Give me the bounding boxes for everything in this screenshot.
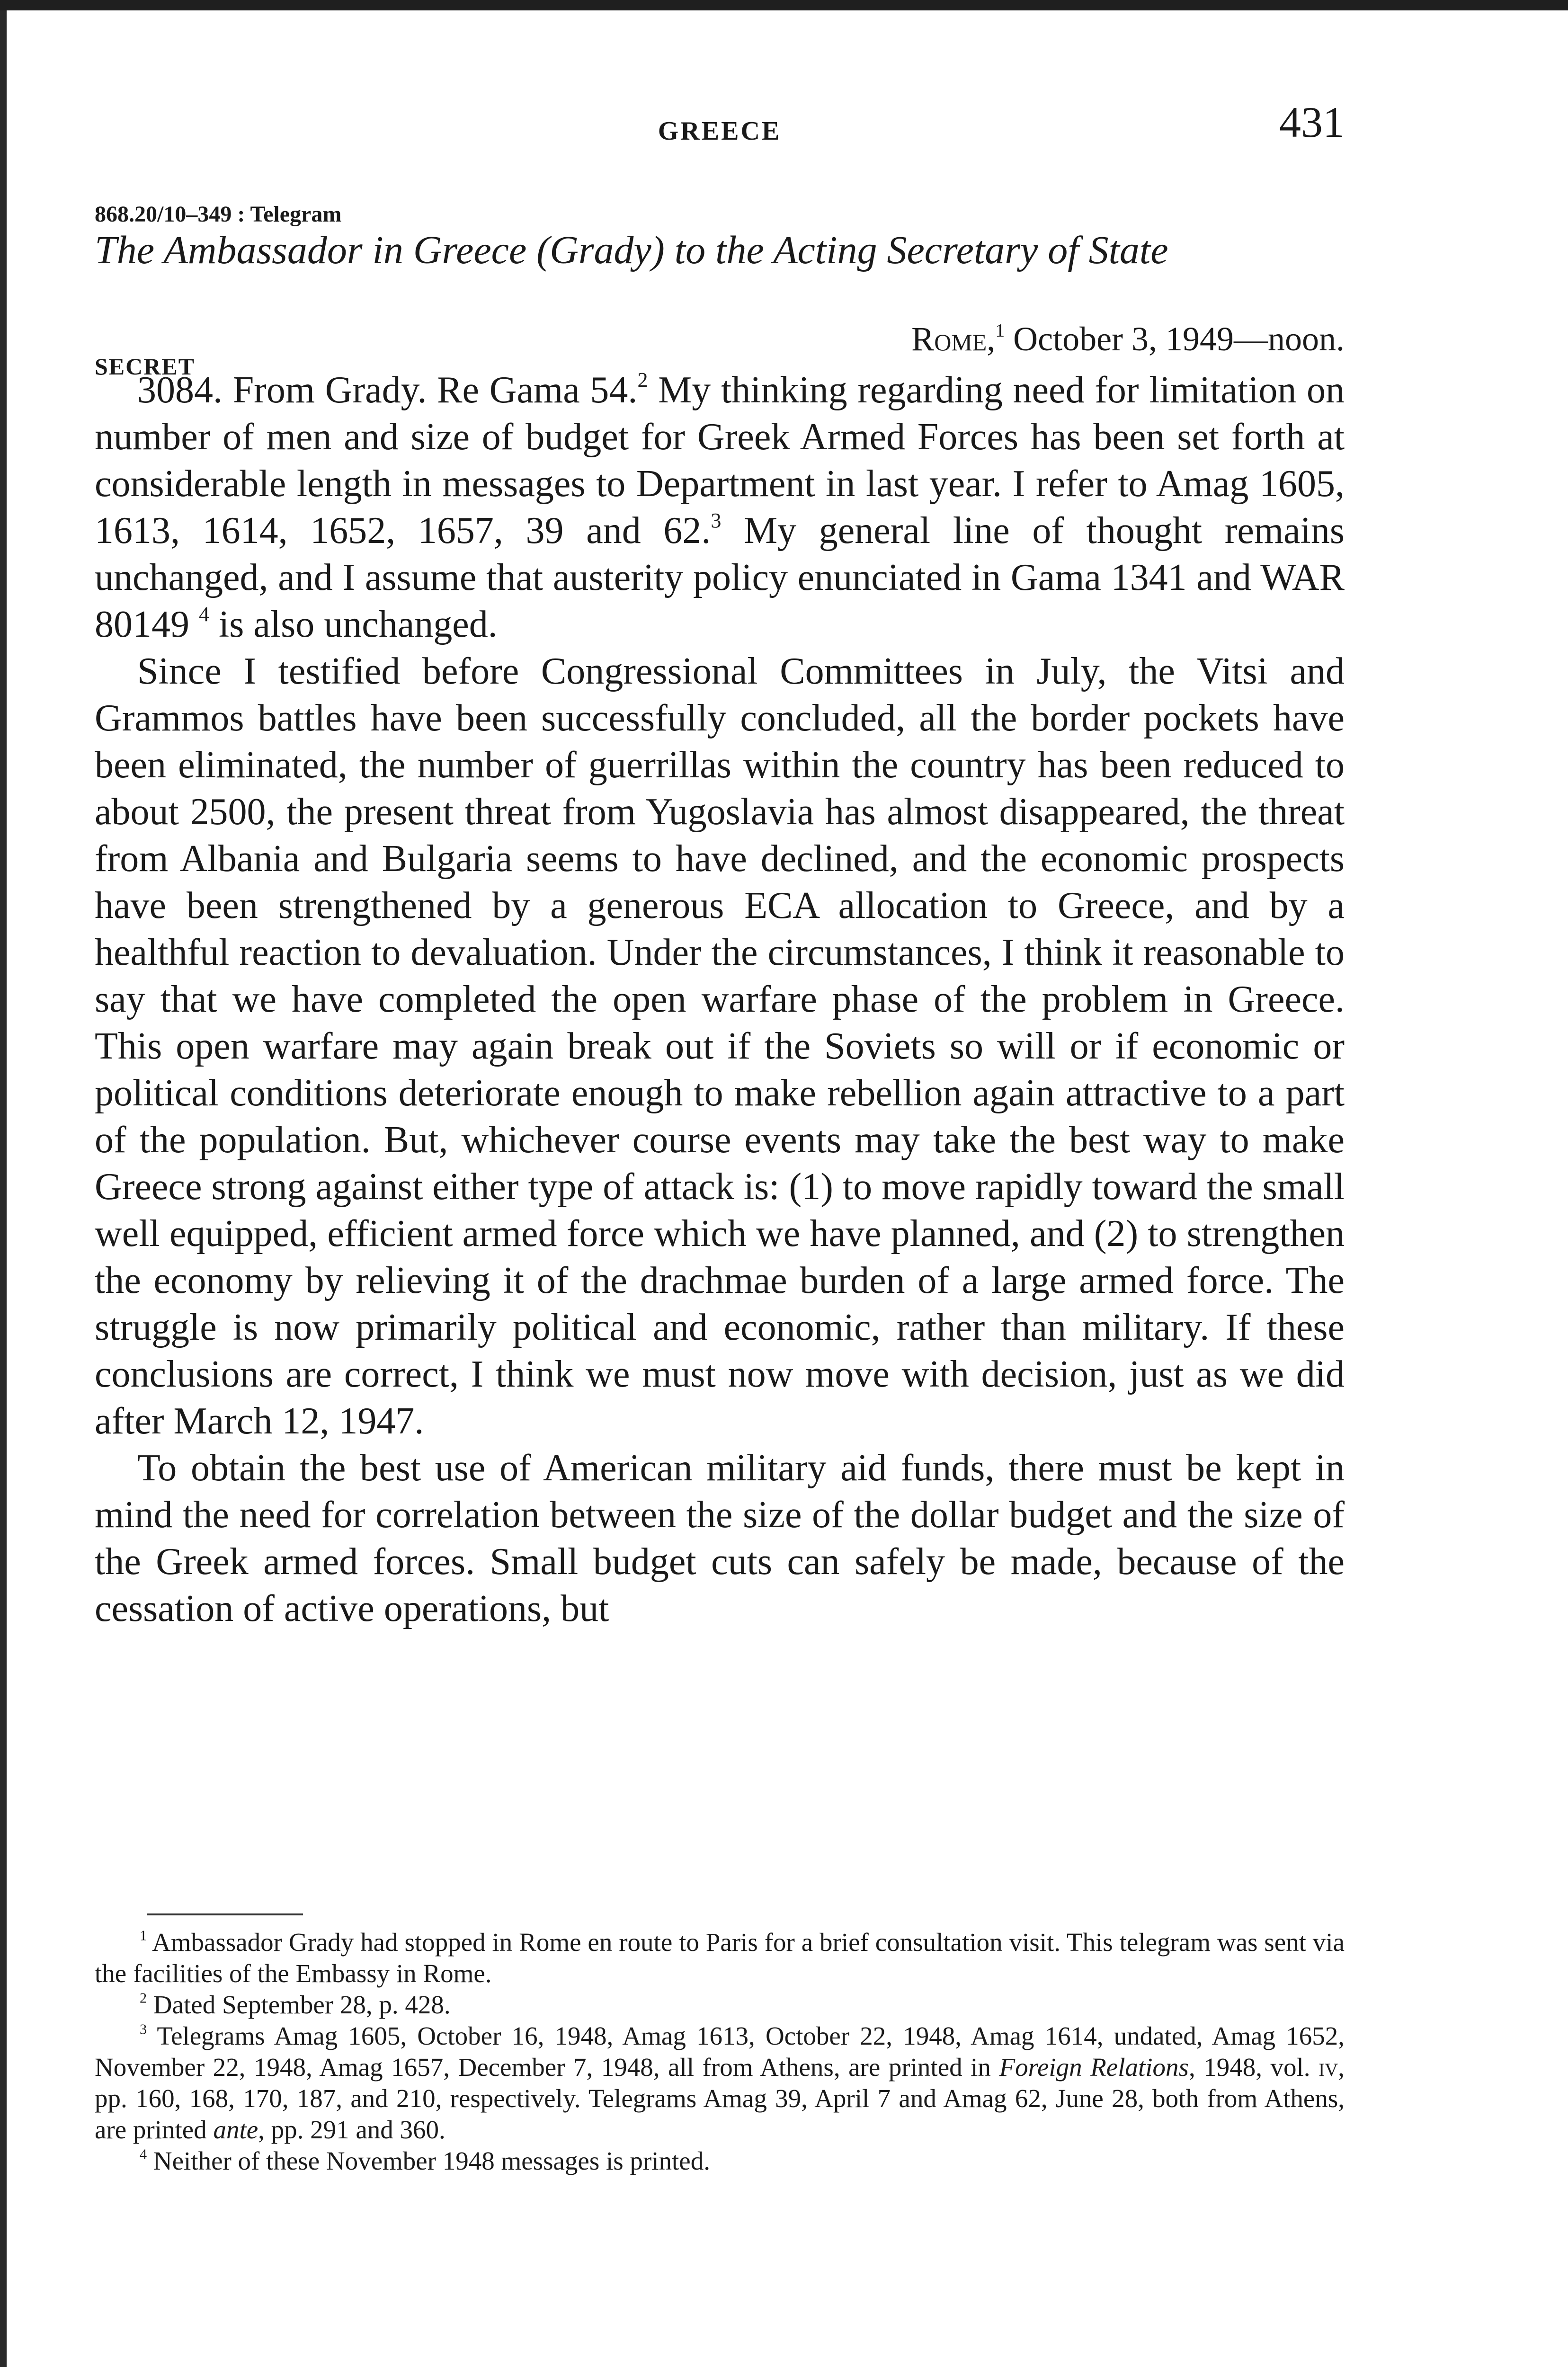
- footnote-4: [95, 2145, 1345, 2177]
- footnote-4-number: 4: [140, 2146, 147, 2162]
- paragraph-1-part-b: My thinking regarding need for limitation on number of men and size of budget for Greek Armed Forces has been set forth at considerable length in messages to Department in last year. I refer to Amag 1605, 1613, 1614, 1652, 1657, 39 and 62.: [95, 369, 1345, 552]
- left-edge-shadow: [0, 10, 7, 2367]
- footnotes: [95, 1927, 1345, 2177]
- dateline-date: October 3, 1949—noon.: [1005, 320, 1345, 358]
- classification-label: SECRET: [95, 353, 196, 380]
- footnote-3-publication-title: Foreign Relations: [999, 2053, 1189, 2082]
- footnote-ref-2: 2: [637, 368, 648, 392]
- footnote-4-text: Neither of these November 1948 messages is printed.: [147, 2146, 710, 2175]
- footnote-separator: [147, 1913, 303, 1915]
- footnote-3-part-c: , pp. 160, 168, 170, 187, and 210, respectively. Telegrams Amag 39, April 7 and Amag 62, June 28, both from Athens, are printed: [95, 2053, 1345, 2144]
- paragraph-1-part-a: 3084. From Grady. Re Gama 54.: [137, 369, 638, 411]
- paragraph-1-part-c: My general line of thought remains unchanged, and I assume that austerity policy enunciated in Gama 1341 and WAR 80149: [95, 510, 1345, 645]
- running-title: GREECE: [658, 116, 782, 146]
- footnote-2-number: 2: [140, 1990, 147, 2006]
- page: [95, 0, 1345, 2367]
- footnote-3-number: 3: [140, 2021, 147, 2038]
- dateline: [911, 320, 1345, 359]
- footnote-3-part-d: , pp. 291 and 360.: [258, 2115, 445, 2144]
- paragraph-3: To obtain the best use of American military aid funds, there must be kept in mind the need for correlation between the size of the dollar budget and the size of the Greek armed forces. Small budget cuts can safely be made, because of the cessation of active operations, but: [95, 1447, 1345, 1629]
- footnote-3-ante: ante: [213, 2115, 258, 2144]
- footnote-ref-3: 3: [711, 509, 722, 532]
- dateline-place: Rome,: [911, 320, 996, 358]
- paragraph-1-part-d: is also unchanged.: [209, 604, 498, 645]
- paragraph-2: Since I testified before Congressional Committees in July, the Vitsi and Grammos battles have been successfully concluded, all the border pockets have been eliminated, the number of guerrillas within the country has been reduced to about 2500, the present threat from Yugoslavia has almost disappeared, the threat from Albania and Bulgaria seems to have declined, and the economic prospects have been strengthened by a generous ECA allocation to Greece, and by a healthful reaction to devaluation. Under the circumstances, I think it reasonable to say that we have completed the open warfare phase of the problem in Greece. This open warfare may again break out if the Soviets so will or if economic or political conditions deteriorate enough to make rebellion again attractive to a part of the population. But, whichever course events may take the best way to make Greece strong against either type of attack is: (1) to move rapidly toward the small well equipped, efficient armed force which we have planned, and (2) to strengthen the economy by relieving it of the drachmae burden of a large armed force. The struggle is now primarily political and economic, rather than military. If these conclusions are correct, I think we must now move with decision, just as we did after March 12, 1947.: [95, 650, 1345, 1442]
- footnote-ref-4: 4: [199, 603, 209, 626]
- paragraph-1: [95, 367, 1345, 648]
- footnote-2-text: Dated September 28, p. 428.: [147, 1990, 451, 2019]
- footnote-3-part-a: Telegrams Amag 1605, October 16, 1948, Amag 1613, October 22, 1948, Amag 1614, undated, Amag 1652, November 22, 1948, Amag 1657, December 7, 1948, all from Athens, are printed in: [95, 2021, 1345, 2082]
- page-number: 431: [1279, 98, 1345, 146]
- footnote-2: [95, 1989, 1345, 2020]
- footnote-1-number: 1: [140, 1927, 147, 1944]
- running-head: [95, 97, 1345, 154]
- footnote-3-part-b: , 1948, vol.: [1188, 2053, 1319, 2082]
- footnote-1: [95, 1927, 1345, 1989]
- file-number: 868.20/10–349 : Telegram: [95, 202, 342, 227]
- footnote-3-volume: iv: [1319, 2053, 1338, 2082]
- telegram-body: [95, 367, 1345, 1632]
- footnote-ref-1: 1: [995, 320, 1005, 341]
- footnote-3: [95, 2020, 1345, 2145]
- footnote-1-text: Ambassador Grady had stopped in Rome en route to Paris for a brief consultation visit. This telegram was sent via the facilities of the Embassy in Rome.: [95, 1928, 1345, 1988]
- document-heading: The Ambassador in Greece (Grady) to the Acting Secretary of State: [95, 228, 1168, 272]
